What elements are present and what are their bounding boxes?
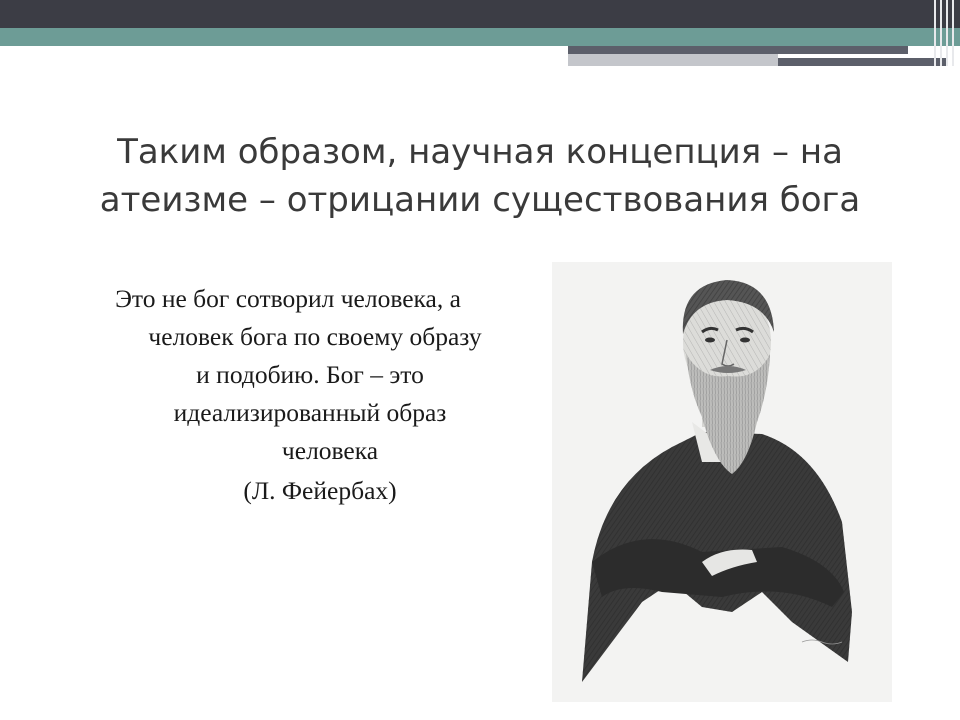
slide-title-line-1: Таким образом, научная концепция – на	[117, 132, 843, 172]
quote-line: человек бога по своему образу	[148, 322, 482, 351]
quote-line: человека	[281, 436, 379, 465]
slide-title	[40, 128, 920, 224]
slide-title-line-2: атеизме – отрицании существования бога	[99, 180, 861, 220]
header-accent-bar-right	[778, 58, 948, 66]
quote-line: Это не бог сотворил человека, а	[115, 284, 461, 313]
quote-line: и подобию. Бог – это	[196, 360, 424, 389]
header-accent-bar	[568, 46, 908, 54]
quote-attribution: (Л. Фейербах)	[243, 476, 397, 505]
quote-block	[30, 280, 560, 510]
portrait-image	[552, 262, 892, 702]
header-bar-teal	[0, 28, 960, 46]
header-bar-dark	[0, 0, 960, 28]
quote-line: идеализированный образ	[173, 398, 447, 427]
header-corner-lines	[928, 0, 960, 70]
header-accent-bar-light	[568, 54, 778, 66]
